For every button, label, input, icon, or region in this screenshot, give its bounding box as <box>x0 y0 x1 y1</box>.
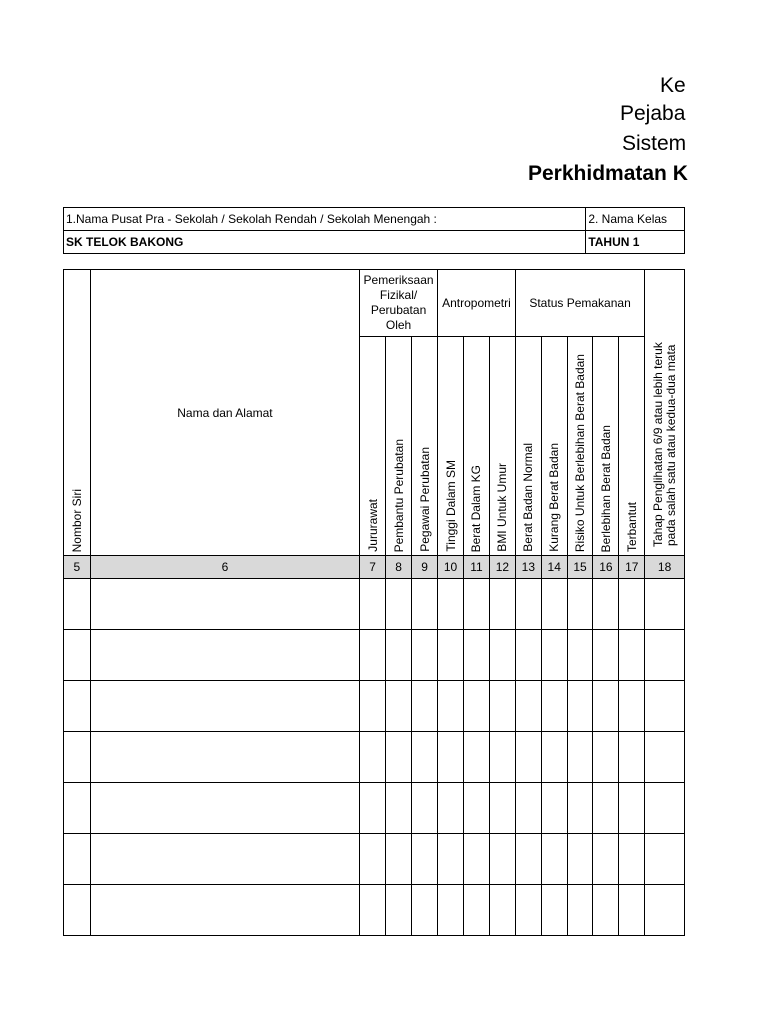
header-nombor-siri: Nombor Siri <box>64 270 91 556</box>
table-cell[interactable] <box>541 783 567 834</box>
table-cell[interactable] <box>64 783 91 834</box>
table-cell[interactable] <box>541 834 567 885</box>
table-cell[interactable] <box>463 681 489 732</box>
table-cell[interactable] <box>360 681 386 732</box>
table-cell[interactable] <box>593 630 619 681</box>
table-cell[interactable] <box>90 834 359 885</box>
table-cell[interactable] <box>386 834 412 885</box>
school-name-label: 1.Nama Pusat Pra - Sekolah / Sekolah Rendah / Sekolah Menengah : <box>64 208 586 231</box>
table-cell[interactable] <box>360 579 386 630</box>
table-cell[interactable] <box>541 579 567 630</box>
table-row <box>64 885 685 936</box>
table-cell[interactable] <box>619 885 645 936</box>
table-cell[interactable] <box>567 630 593 681</box>
table-cell[interactable] <box>645 579 685 630</box>
table-cell[interactable] <box>438 783 464 834</box>
table-cell[interactable] <box>386 630 412 681</box>
table-cell[interactable] <box>64 579 91 630</box>
table-cell[interactable] <box>360 834 386 885</box>
header-group-antropometri: Antropometri <box>438 270 516 337</box>
table-cell[interactable] <box>64 885 91 936</box>
title-line-1: Ke <box>660 74 686 97</box>
school-name-value[interactable]: SK TELOK BAKONG <box>64 231 586 254</box>
col-number: 11 <box>463 556 489 579</box>
col-number: 14 <box>541 556 567 579</box>
table-cell[interactable] <box>541 681 567 732</box>
table-cell[interactable] <box>593 885 619 936</box>
col-number: 6 <box>90 556 359 579</box>
table-cell[interactable] <box>645 630 685 681</box>
table-cell[interactable] <box>360 732 386 783</box>
table-cell[interactable] <box>438 579 464 630</box>
data-rows <box>64 579 685 936</box>
header-col-14: Kurang Berat Badan <box>541 337 567 556</box>
header-nama-alamat: Nama dan Alamat <box>90 270 359 556</box>
table-cell[interactable] <box>412 579 438 630</box>
table-cell[interactable] <box>645 681 685 732</box>
table-cell[interactable] <box>489 579 515 630</box>
table-cell[interactable] <box>567 834 593 885</box>
table-cell[interactable] <box>90 579 359 630</box>
table-cell[interactable] <box>515 783 541 834</box>
table-cell[interactable] <box>412 783 438 834</box>
header-col-13: Berat Badan Normal <box>515 337 541 556</box>
table-cell[interactable] <box>438 732 464 783</box>
table-cell[interactable] <box>541 885 567 936</box>
table-cell[interactable] <box>515 732 541 783</box>
col-number: 10 <box>438 556 464 579</box>
table-cell[interactable] <box>515 579 541 630</box>
table-cell[interactable] <box>645 834 685 885</box>
table-cell[interactable] <box>463 579 489 630</box>
col-number: 12 <box>489 556 515 579</box>
col-number: 15 <box>567 556 593 579</box>
table-cell[interactable] <box>64 630 91 681</box>
table-row <box>64 783 685 834</box>
table-cell[interactable] <box>619 579 645 630</box>
table-cell[interactable] <box>438 681 464 732</box>
table-cell[interactable] <box>619 783 645 834</box>
table-cell[interactable] <box>515 834 541 885</box>
table-row <box>64 579 685 630</box>
table-row <box>64 681 685 732</box>
table-cell[interactable] <box>593 783 619 834</box>
title-line-3: Sistem <box>622 132 687 155</box>
table-cell[interactable] <box>489 783 515 834</box>
table-cell[interactable] <box>438 885 464 936</box>
table-cell[interactable] <box>489 681 515 732</box>
col-number: 18 <box>645 556 685 579</box>
table-cell[interactable] <box>567 732 593 783</box>
table-cell[interactable] <box>90 732 359 783</box>
table-cell[interactable] <box>463 630 489 681</box>
table-cell[interactable] <box>619 681 645 732</box>
header-col-18: Tahap Penglihatan 6/9 atau lebih teruk pada salah satu atau kedua-dua mata <box>645 270 685 556</box>
table-cell[interactable] <box>386 681 412 732</box>
title-line-2: Pejaba <box>620 102 686 125</box>
table-cell[interactable] <box>489 834 515 885</box>
header-col-10: Tinggi Dalam SM <box>438 337 464 556</box>
header-col-9: Pegawai Perubatan <box>412 337 438 556</box>
table-cell[interactable] <box>567 579 593 630</box>
table-cell[interactable] <box>541 630 567 681</box>
table-cell[interactable] <box>489 630 515 681</box>
table-cell[interactable] <box>90 630 359 681</box>
table-cell[interactable] <box>541 732 567 783</box>
header-group-status-pemakanan: Status Pemakanan <box>515 270 644 337</box>
header-col-12: BMI Untuk Umur <box>489 337 515 556</box>
table-cell[interactable] <box>412 681 438 732</box>
header-col-17: Terbantut <box>619 337 645 556</box>
table-cell[interactable] <box>438 630 464 681</box>
table-cell[interactable] <box>386 579 412 630</box>
table-cell[interactable] <box>64 681 91 732</box>
table-cell[interactable] <box>386 783 412 834</box>
table-cell[interactable] <box>593 834 619 885</box>
col-number: 9 <box>412 556 438 579</box>
table-cell[interactable] <box>412 834 438 885</box>
table-cell[interactable] <box>515 885 541 936</box>
table-cell[interactable] <box>360 630 386 681</box>
table-cell[interactable] <box>90 681 359 732</box>
table-cell[interactable] <box>593 579 619 630</box>
table-cell[interactable] <box>412 885 438 936</box>
header-col-7: Jururawat <box>360 337 386 556</box>
class-name-label: 2. Nama Kelas <box>586 208 685 231</box>
table-cell[interactable] <box>360 885 386 936</box>
table-cell[interactable] <box>360 783 386 834</box>
table-cell[interactable] <box>386 885 412 936</box>
table-cell[interactable] <box>515 681 541 732</box>
table-cell[interactable] <box>463 885 489 936</box>
col-number: 5 <box>64 556 91 579</box>
col-number: 8 <box>386 556 412 579</box>
table-cell[interactable] <box>619 732 645 783</box>
column-number-row <box>64 556 685 579</box>
col-number: 17 <box>619 556 645 579</box>
col-number: 7 <box>360 556 386 579</box>
table-cell[interactable] <box>515 630 541 681</box>
table-cell[interactable] <box>567 885 593 936</box>
table-cell[interactable] <box>489 732 515 783</box>
table-cell[interactable] <box>593 681 619 732</box>
table-cell[interactable] <box>489 885 515 936</box>
header-col-15: Risiko Untuk Berlebihan Berat Badan <box>567 337 593 556</box>
table-cell[interactable] <box>645 732 685 783</box>
school-info-table <box>63 207 685 254</box>
table-cell[interactable] <box>567 783 593 834</box>
table-cell[interactable] <box>412 630 438 681</box>
table-row <box>64 732 685 783</box>
col-number: 13 <box>515 556 541 579</box>
header-group-pemeriksaan: Pemeriksaan Fizikal/ Perubatan Oleh <box>360 270 438 337</box>
table-cell[interactable] <box>90 885 359 936</box>
table-cell[interactable] <box>619 834 645 885</box>
health-record-table <box>63 269 685 936</box>
table-cell[interactable] <box>90 783 359 834</box>
table-cell[interactable] <box>645 783 685 834</box>
table-cell[interactable] <box>64 732 91 783</box>
col-number: 16 <box>593 556 619 579</box>
table-cell[interactable] <box>412 732 438 783</box>
table-cell[interactable] <box>463 732 489 783</box>
table-cell[interactable] <box>386 732 412 783</box>
table-cell[interactable] <box>619 630 645 681</box>
table-cell[interactable] <box>438 834 464 885</box>
table-cell[interactable] <box>64 834 91 885</box>
header-col-8: Pembantu Perubatan <box>386 337 412 556</box>
table-row <box>64 630 685 681</box>
table-cell[interactable] <box>463 783 489 834</box>
table-cell[interactable] <box>463 834 489 885</box>
header-col-11: Berat Dalam KG <box>463 337 489 556</box>
table-cell[interactable] <box>645 885 685 936</box>
header-col-16: Berlebihan Berat Badan <box>593 337 619 556</box>
title-line-4: Perkhidmatan K <box>528 162 688 185</box>
class-name-value[interactable]: TAHUN 1 <box>586 231 685 254</box>
table-row <box>64 834 685 885</box>
table-cell[interactable] <box>593 732 619 783</box>
table-cell[interactable] <box>567 681 593 732</box>
